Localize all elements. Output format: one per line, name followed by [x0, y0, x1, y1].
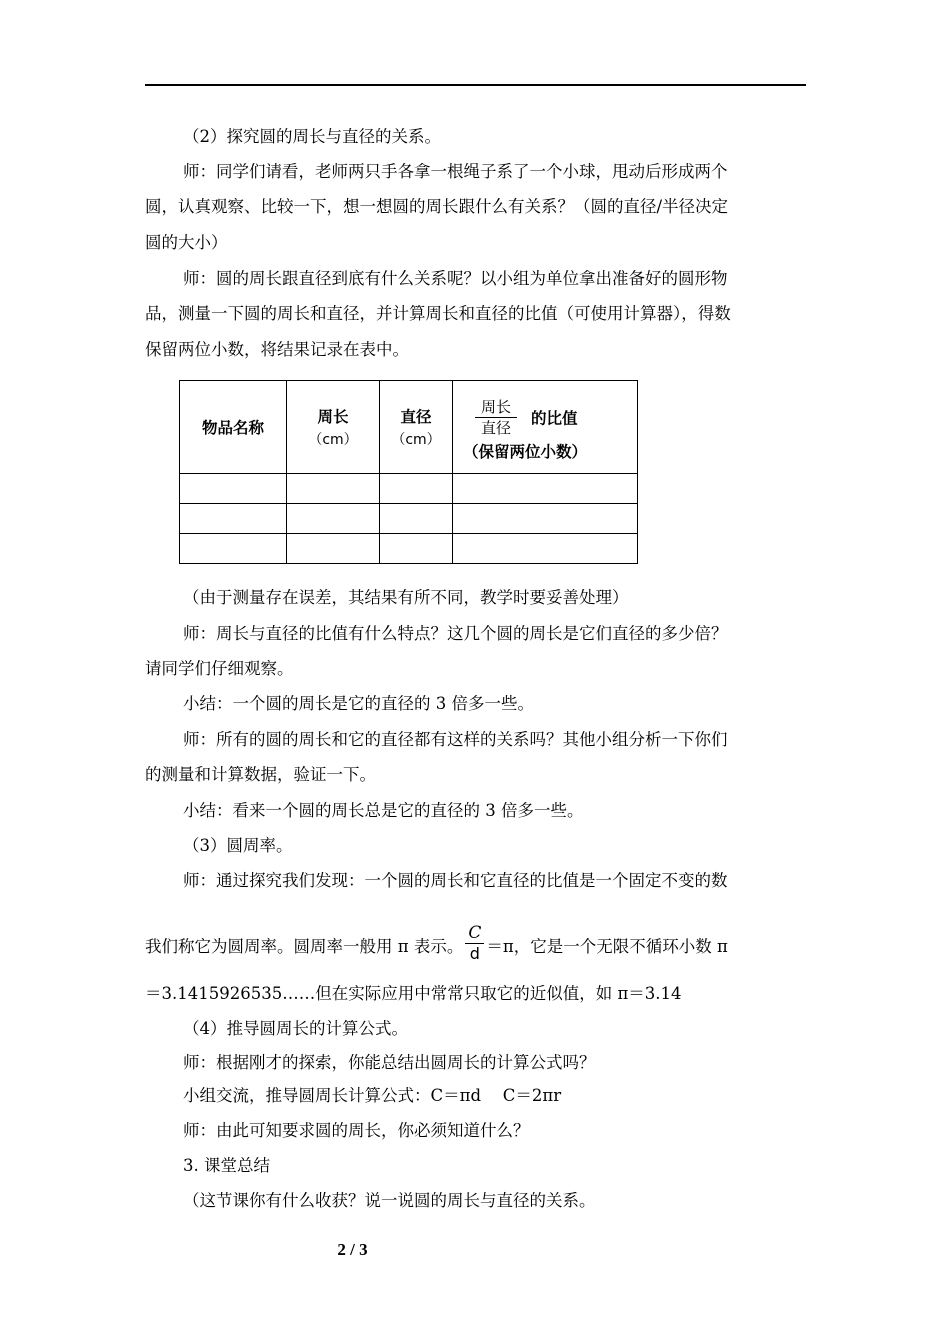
- paragraph-line: 师：圆的周长跟直径到底有什么关系呢？以小组为单位拿出准备好的圆形物: [183, 269, 728, 288]
- note-line: （由于测量存在误差，其结果有所不同，教学时要妥善处理）: [183, 588, 629, 607]
- diameter-unit: （cm）: [391, 432, 441, 448]
- table-header-row: [180, 381, 638, 474]
- circumference-unit: （cm）: [308, 432, 358, 448]
- page-number: 2 / 3: [337, 1240, 368, 1259]
- header-circumference: 周长 （cm）: [287, 381, 380, 474]
- header-item-name: 物品名称: [180, 381, 287, 474]
- formula-summary-line: 小组交流，推导圆周长计算公式：C＝πd C＝2πr: [183, 1086, 562, 1105]
- table-row: [180, 504, 638, 534]
- paragraph-line: （这节课你有什么收获？说一说圆的周长与直径的关系。: [183, 1191, 596, 1210]
- header-rule: [145, 84, 806, 86]
- paragraph-line: 品，测量一下圆的周长和直径，并计算周长和直径的比值（可使用计算器），得数: [145, 304, 731, 323]
- section-3-title: （3）圆周率。: [183, 836, 293, 855]
- formula-line: 我们称它为圆周率。圆周率一般用 π 表示。 $\frac{C}{d}$ ＝π，它是一个无限不循环小数 π: [145, 923, 728, 963]
- paragraph-line: 保留两位小数，将结果记录在表中。: [145, 340, 409, 359]
- summary-line: 小结：一个圆的周长是它的直径的 3 倍多一些。: [183, 694, 534, 713]
- paragraph-line: 师：周长与直径的比值有什么特点？这几个圆的周长是它们直径的多少倍？: [183, 624, 728, 643]
- section-4-title: （4）推导圆周长的计算公式。: [183, 1019, 408, 1038]
- ratio-note: （保留两位小数）: [463, 442, 588, 461]
- paragraph-line: 师：根据刚才的探索，你能总结出圆周长的计算公式吗？: [183, 1053, 596, 1072]
- paragraph-line: 的测量和计算数据，验证一下。: [145, 765, 376, 784]
- c-over-d-fraction: $\frac{C}{d}$: [465, 923, 484, 964]
- table-row: [180, 534, 638, 564]
- ratio-fraction: $\frac{\text{周长}}{\text{直径}}$: [475, 397, 517, 438]
- header-ratio: $\frac{\text{周长}}{\text{直径}}$ 的比值 （保留两位小数）: [453, 381, 638, 474]
- paragraph-line: 师：通过探究我们发现：一个圆的周长和它直径的比值是一个固定不变的数: [183, 871, 728, 890]
- section-5-title: 3. 课堂总结: [183, 1156, 270, 1175]
- header-diameter: 直径 （cm）: [380, 381, 453, 474]
- measurement-table: [179, 380, 638, 564]
- paragraph-line: 师：所有的圆的周长和它的直径都有这样的关系吗？其他小组分析一下你们: [183, 730, 728, 749]
- table-row: [180, 474, 638, 504]
- paragraph-line: 圆，认真观察、比较一下，想一想圆的周长跟什么有关系？（圆的直径/半径决定: [145, 197, 729, 216]
- paragraph-line: 师：同学们请看，老师两只手各拿一根绳子系了一个小球，甩动后形成两个: [183, 162, 728, 181]
- paragraph-line: 师：由此可知要求圆的周长，你必须知道什么？: [183, 1121, 530, 1140]
- section-2-title: （2）探究圆的周长与直径的关系。: [183, 127, 441, 146]
- paragraph-line: ＝3.1415926535……但在实际应用中常常只取它的近似值，如 π＝3.14: [145, 984, 682, 1003]
- paragraph-line: 请同学们仔细观察。: [145, 659, 294, 678]
- summary-line: 小结：看来一个圆的周长总是它的直径的 3 倍多一些。: [183, 801, 584, 820]
- paragraph-line: 圆的大小）: [145, 233, 228, 252]
